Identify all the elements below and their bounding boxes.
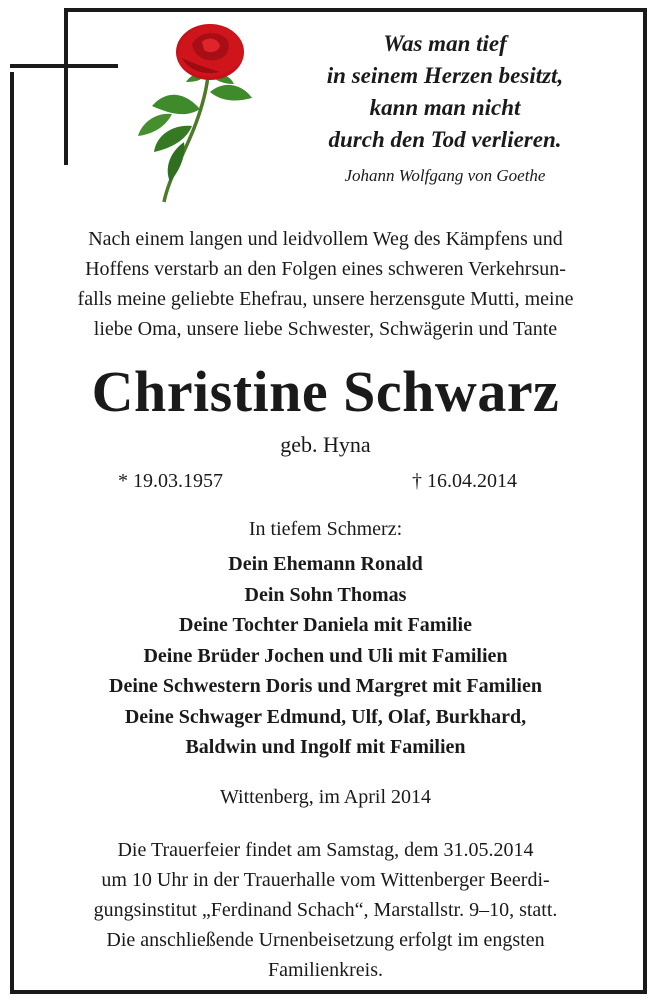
funeral-line: Die anschließende Urnenbeisetzung erfolgt im engsten: [106, 929, 545, 951]
death-date: † 16.04.2014: [412, 470, 517, 492]
cross-icon-horizontal: [10, 64, 118, 68]
mourner-line: Deine Brüder Jochen und Uli mit Familien: [143, 644, 508, 667]
funeral-line: um 10 Uhr in der Trauerhalle vom Wittenberger Beerdi-: [101, 869, 550, 891]
intro-text: [30, 224, 621, 344]
frame-left-line: [10, 72, 14, 994]
intro-line: liebe Oma, unsere liebe Schwester, Schwägerin und Tante: [93, 318, 558, 340]
quote: [270, 28, 620, 156]
funeral-line: gungsinstitut „Ferdinand Schach“, Marstallstr. 9–10, statt.: [93, 899, 558, 921]
quote-line: in seinem Herzen besitzt,: [326, 63, 564, 88]
mourning-intro: In tiefem Schmerz:: [248, 518, 403, 540]
funeral-line: Familienkreis.: [268, 959, 383, 981]
mourner-line: Dein Ehemann Ronald: [228, 553, 423, 575]
mourners-list: [20, 549, 631, 763]
mourner-line: Baldwin und Ingolf mit Familien: [185, 736, 466, 758]
frame-bottom-line: [10, 990, 647, 994]
quote-line: kann man nicht: [369, 95, 521, 120]
birth-date: * 19.03.1957: [118, 470, 223, 492]
intro-line: falls meine geliebte Ehefrau, unsere herzensgute Mutti, meine: [77, 288, 574, 310]
funeral-line: Die Trauerfeier findet am Samstag, dem 31.05.2014: [117, 839, 534, 861]
cross-icon-vertical: [64, 8, 68, 165]
rose-icon: [112, 14, 282, 204]
maiden-name: geb. Hyna: [280, 432, 371, 457]
frame-top-line: [64, 8, 647, 12]
funeral-notice: [30, 835, 621, 985]
quote-line: Was man tief: [383, 31, 507, 56]
frame-right-line: [643, 8, 647, 994]
deceased-name: Christine Schwarz: [91, 359, 560, 424]
place-date: Wittenberg, im April 2014: [219, 786, 432, 808]
intro-line: Nach einem langen und leidvollem Weg des Kämpfens und: [88, 228, 563, 250]
quote-author: Johann Wolfgang von Goethe: [344, 166, 546, 185]
quote-line: durch den Tod verlieren.: [328, 127, 562, 152]
mourner-line: Deine Schwager Edmund, Ulf, Olaf, Burkhard,: [124, 705, 527, 728]
mourner-line: Dein Sohn Thomas: [244, 583, 407, 606]
mourner-line: Deine Tochter Daniela mit Familie: [179, 614, 472, 636]
intro-line: Hoffens verstarb an den Folgen eines schweren Verkehrsun-: [85, 258, 566, 280]
mourner-line: Deine Schwestern Doris und Margret mit Familien: [109, 675, 542, 697]
